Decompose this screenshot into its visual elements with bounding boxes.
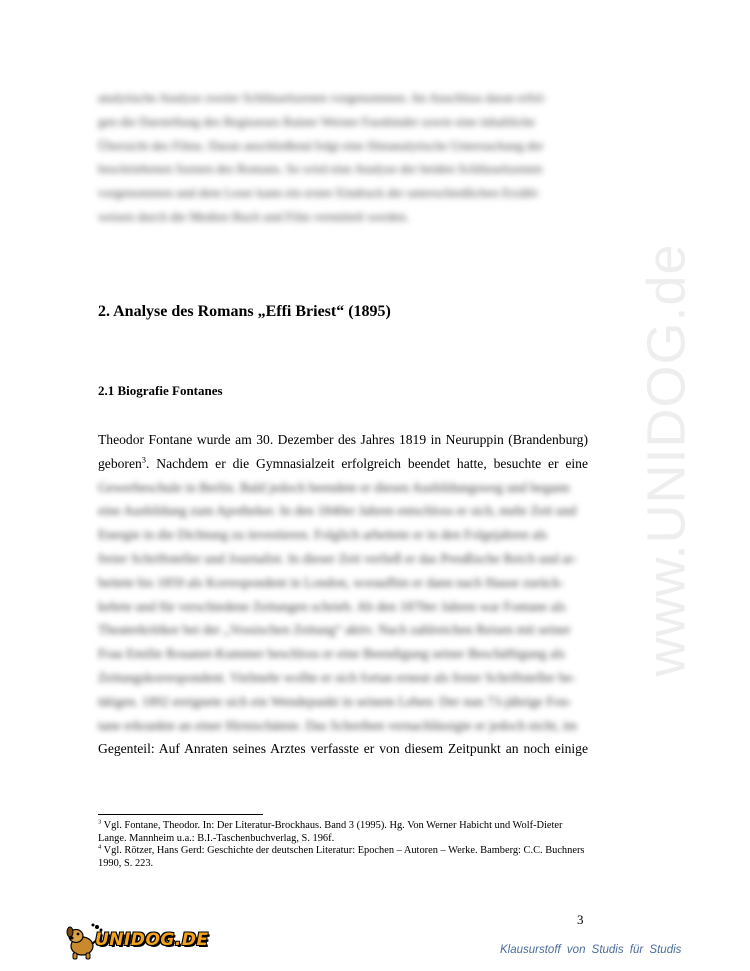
unidog-logo [64, 922, 209, 960]
body-line: tätigen. 1892 ereignete sich ein Wendepunkt in seinem Leben: Der nun 73-jährige Fon- [98, 693, 572, 709]
body-line: kehrte und für verschiedene Zeitungen schrieb. Ab den 1870er Jahren war Fontane als [98, 598, 566, 614]
body-line: tane erkrankte an einer Hirnischämie. Das Schreiben vernachlässigte er jedoch nicht, im [98, 717, 577, 733]
body-line: Zeitungskorrespondent. Vielmehr wollte er sich fortan erneut als freier Schriftsteller be- [98, 669, 576, 685]
body-line: geboren$^3$. Nachdem er die Gymnasialzeit erfolgreich beendet hatte, besuchte er eine [98, 454, 588, 471]
intro-line: analytische Analyse zweier Schlüsselszenen vorgenommen. Im Anschluss daran erfol- [98, 90, 547, 105]
tagline: Klausurstoff von Studis für Studis [500, 944, 682, 956]
intro-paragraph [98, 86, 588, 229]
footnotes [98, 820, 588, 870]
footnote: $^4$ Vgl. Rötzer, Hans Gerd: Geschichte der deutschen Literatur: Epochen – Autoren – Werke. Bamberg: C.C. Buchners 1990, S. 223. [98, 843, 585, 869]
page-number: 3 [577, 912, 584, 927]
body-line: Gegenteil: Auf Anraten seines Arztes verfasste er von diesem Zeitpunkt an noch einige [98, 741, 588, 757]
footnote-ref: 3 [141, 454, 147, 465]
biography-paragraph [98, 428, 588, 761]
logo-text: UNIDOG.DE [95, 930, 209, 950]
footnote: $^3$ Vgl. Fontane, Theodor. In: Der Literatur-Brockhaus. Band 3 (1995). Hg. Von Werner Habicht und Wolf-Dieter Lange. Mannheim u.a.: B.I.-Taschenbuchverlag, S. 196f. [98, 818, 563, 844]
body-line: beitete bis 1859 als Korrespondent in London, woraufhin er dann nach Hause zurück- [98, 574, 565, 590]
intro-line: beschriebenen Szenen des Romans. So wird eine Analyse der beiden Schlüsselszenen [98, 161, 543, 177]
intro-line: Übersicht des Films. Daran anschließend folgt eine filmanalytische Untersuchung der [98, 137, 544, 153]
body-line: Frau Emilie Rouanet-Kummer beschloss er eine Beendigung seiner Beschäftigung als [98, 646, 565, 662]
section-heading: 2. Analyse des Romans „Effi Briest“ (1895) [98, 303, 391, 320]
body-line: freier Schriftsteller und Journalist. In dieser Zeit verließ er das Preußische Reich und ar- [98, 550, 578, 566]
intro-line: vorgenommen und dem Leser kann ein erster Eindruck der unterschiedlichen Erzähl- [98, 185, 541, 201]
body-line: eine Ausbildung zum Apotheker. In den 1840er Jahren entschloss er sich, mehr Zeit und [98, 503, 577, 519]
watermark: www.UNIDOG.de [637, 243, 697, 677]
intro-line: weisen durch die Medien Buch und Film vermittelt werden. [98, 208, 409, 224]
footnote-divider [98, 814, 263, 815]
body-line: Gewerbeschule in Berlin. Bald jedoch beendete er diesen Ausbildungsweg und begann [98, 479, 570, 495]
intro-line: gen die Darstellung des Regisseurs Rainer Werner Fassbinder sowie eine inhaltliche [98, 113, 535, 129]
body-line: Theodor Fontane wurde am 30. Dezember des Jahres 1819 in Neuruppin (Brandenburg) [98, 432, 588, 447]
blurred-text [98, 476, 588, 738]
subsection-heading: 2.1 Biografie Fontanes [98, 383, 223, 398]
body-line: Energie in die Dichtung zu investieren. Folglich arbeitete er in den Folgejahren als [98, 527, 548, 543]
body-line: Theaterkritiker bei der „Vossischen Zeitung“ aktiv. Nach zahlreichen Reisen mit seiner [98, 622, 571, 638]
